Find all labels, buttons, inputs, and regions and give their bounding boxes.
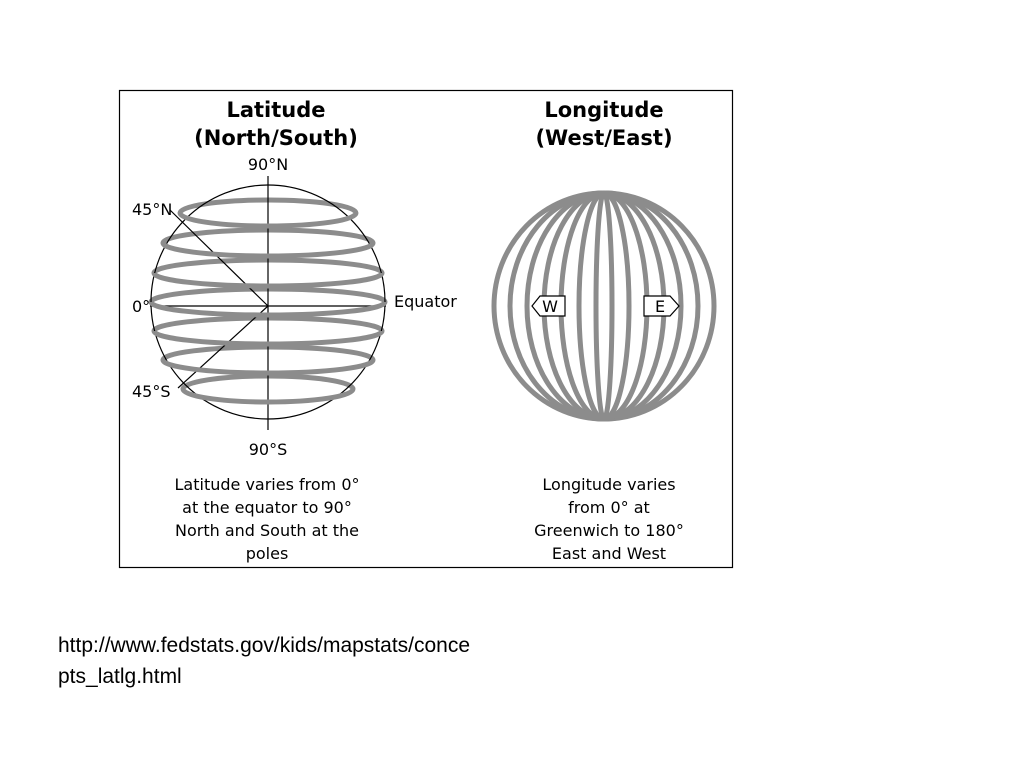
latitude-subtitle: (North/South) [194, 126, 358, 150]
latitude-title: Latitude [226, 98, 326, 122]
longitude-title: Longitude [544, 98, 664, 122]
label-equator: Equator [394, 292, 457, 311]
longitude-caption-line: Greenwich to 180° [534, 521, 684, 540]
latitude-caption-line: North and South at the [174, 521, 360, 540]
latitude-caption-line: at the equator to 90° [182, 498, 352, 517]
longitude-caption-line: from 0° at [568, 498, 650, 517]
latitude-caption-line: poles [245, 544, 289, 563]
longitude-subtitle: (West/East) [535, 126, 673, 150]
longitude-caption-line: East and West [551, 544, 667, 563]
source-url-line: pts_latlg.html [58, 665, 182, 688]
west-arrow [532, 296, 565, 316]
label-90n: 90°N [247, 155, 289, 174]
label-90s: 90°S [248, 440, 288, 459]
source-url-line: http://www.fedstats.gov/kids/mapstats/conce [58, 634, 471, 657]
longitude-caption-line: Longitude varies [542, 475, 676, 494]
source-url[interactable] [58, 630, 578, 692]
diagram-frame [120, 91, 733, 568]
east-label: E [654, 297, 666, 316]
label-45n: 45°N [132, 200, 173, 219]
label-45s: 45°S [132, 382, 171, 401]
west-label: W [542, 297, 558, 316]
label-0: 0° [132, 297, 151, 316]
latitude-caption-line: Latitude varies from 0° [174, 475, 360, 494]
